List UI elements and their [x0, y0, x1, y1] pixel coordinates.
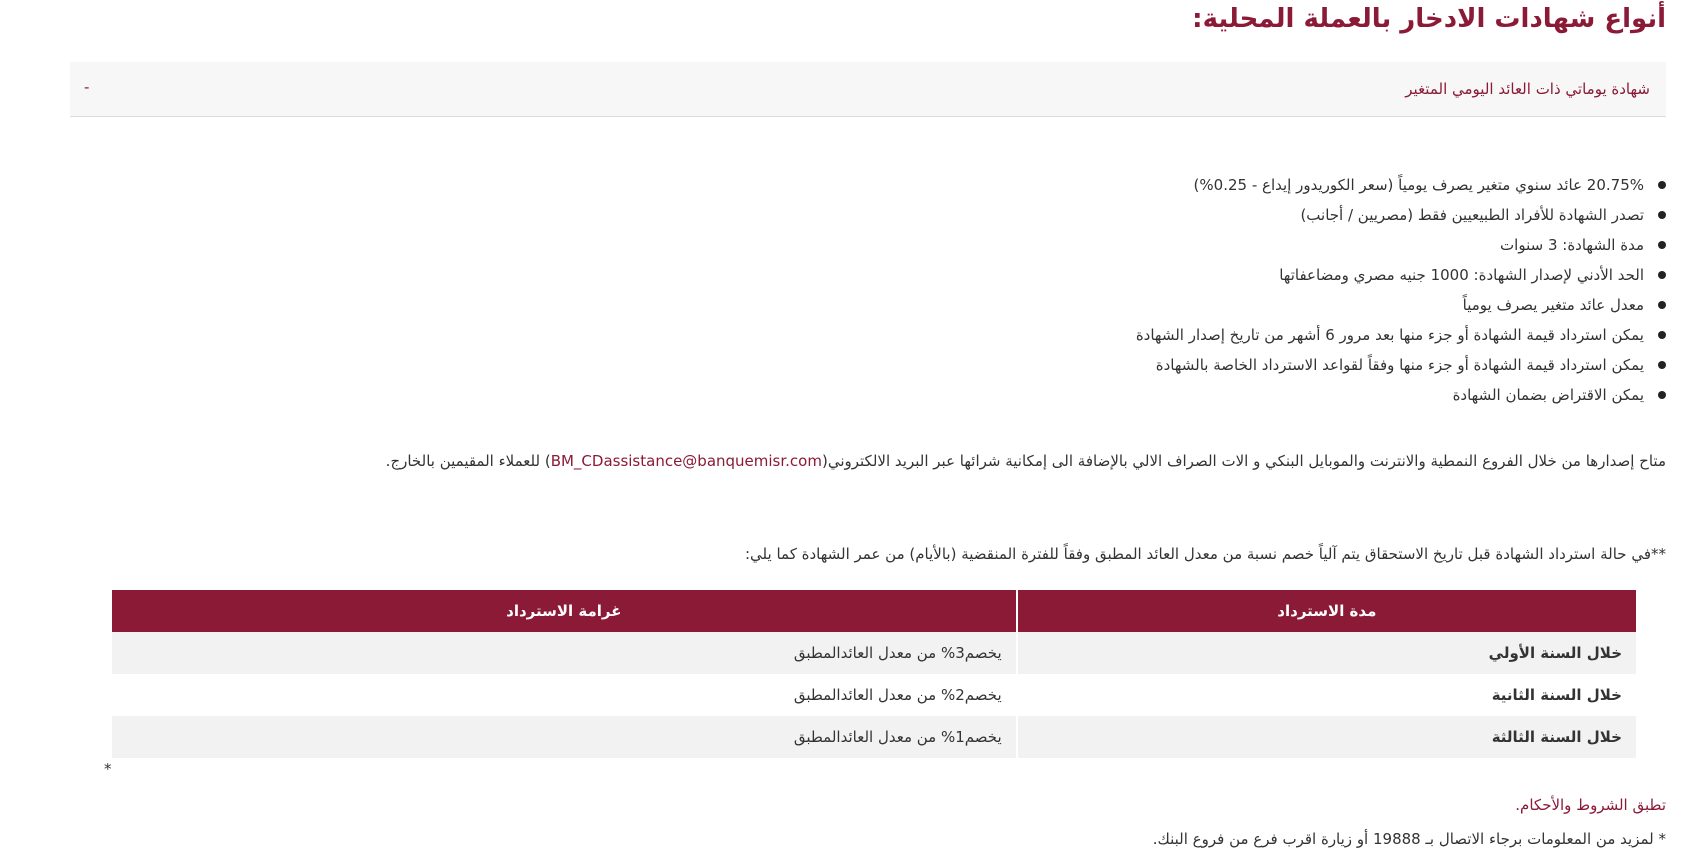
bullet-icon: [1658, 361, 1666, 369]
bullet-icon: [1658, 391, 1666, 399]
terms-text: تطبق الشروط والأحكام.: [1515, 796, 1666, 814]
list-item: تصدر الشهادة للأفراد الطبيعيين فقط (مصريين / أجانب): [1136, 200, 1666, 230]
collapse-toggle-icon[interactable]: -: [84, 78, 90, 96]
list-item: معدل عائد متغير يصرف يومياً: [1136, 290, 1666, 320]
list-item: يمكن استرداد قيمة الشهادة أو جزء منها بعد مرور 6 أشهر من تاريخ إصدار الشهادة: [1136, 320, 1666, 350]
bullet-icon: [1658, 331, 1666, 339]
features-list: [1136, 170, 1666, 410]
bullet-icon: [1658, 211, 1666, 219]
email-link[interactable]: BM_CDassistance@banquemisr.com: [550, 452, 822, 470]
column-header-penalty: غرامة الاسترداد: [112, 590, 1016, 632]
redemption-penalty-table: [110, 590, 1638, 758]
list-item: يمكن استرداد قيمة الشهادة أو جزء منها وفقاً لقواعد الاسترداد الخاصة بالشهادة: [1136, 350, 1666, 380]
page-title: أنواع شهادات الادخار بالعملة المحلية:: [1192, 4, 1666, 34]
footnote-marker: *: [104, 760, 112, 778]
table-row: [112, 716, 1636, 758]
list-item: يمكن الاقتراض بضمان الشهادة: [1136, 380, 1666, 410]
accordion-yomati-certificate[interactable]: [70, 62, 1666, 117]
table-header-row: [112, 590, 1636, 632]
list-item: مدة الشهادة: 3 سنوات: [1136, 230, 1666, 260]
table-row: [112, 632, 1636, 674]
redemption-note: **في حالة استرداد الشهادة قبل تاريخ الاستحقاق يتم آلياً خصم نسبة من معدل العائد المطبق وفقاً للفترة المنقضية (بالأيام) من عمر الشهادة كما يلي:: [744, 545, 1666, 563]
period-cell: خلال السنة الثانية: [1018, 674, 1636, 716]
list-item: 20.75% عائد سنوي متغير يصرف يومياً (سعر الكوريدور إيداع - 0.25%): [1136, 170, 1666, 200]
bullet-icon: [1658, 271, 1666, 279]
column-header-period: مدة الاسترداد: [1018, 590, 1636, 632]
availability-text: متاح إصدارها من خلال الفروع النمطية والانترنت والموبايل البنكي و الات الصراف الالي بالإضافة الى إمكانية شرائها عبر البريد الالكتروني(BM_CDassistance@banquemisr.com) للعملاء المقيمين بالخارج.: [385, 452, 1666, 470]
accordion-title[interactable]: شهادة يوماتي ذات العائد اليومي المتغير: [1405, 80, 1650, 98]
period-cell: خلال السنة الثالثة: [1018, 716, 1636, 758]
penalty-cell: يخصم2% من معدل العائدالمطبق: [112, 674, 1016, 716]
bullet-icon: [1658, 181, 1666, 189]
bullet-icon: [1658, 241, 1666, 249]
penalty-cell: يخصم3% من معدل العائدالمطبق: [112, 632, 1016, 674]
table-row: [112, 674, 1636, 716]
bullet-icon: [1658, 301, 1666, 309]
list-item: الحد الأدني لإصدار الشهادة: 1000 جنيه مصري ومضاعفاتها: [1136, 260, 1666, 290]
penalty-cell: يخصم1% من معدل العائدالمطبق: [112, 716, 1016, 758]
period-cell: خلال السنة الأولي: [1018, 632, 1636, 674]
more-info-text: * لمزيد من المعلومات برجاء الاتصال بـ 19888 أو زيارة اقرب فرع من فروع البنك.: [1152, 830, 1666, 848]
